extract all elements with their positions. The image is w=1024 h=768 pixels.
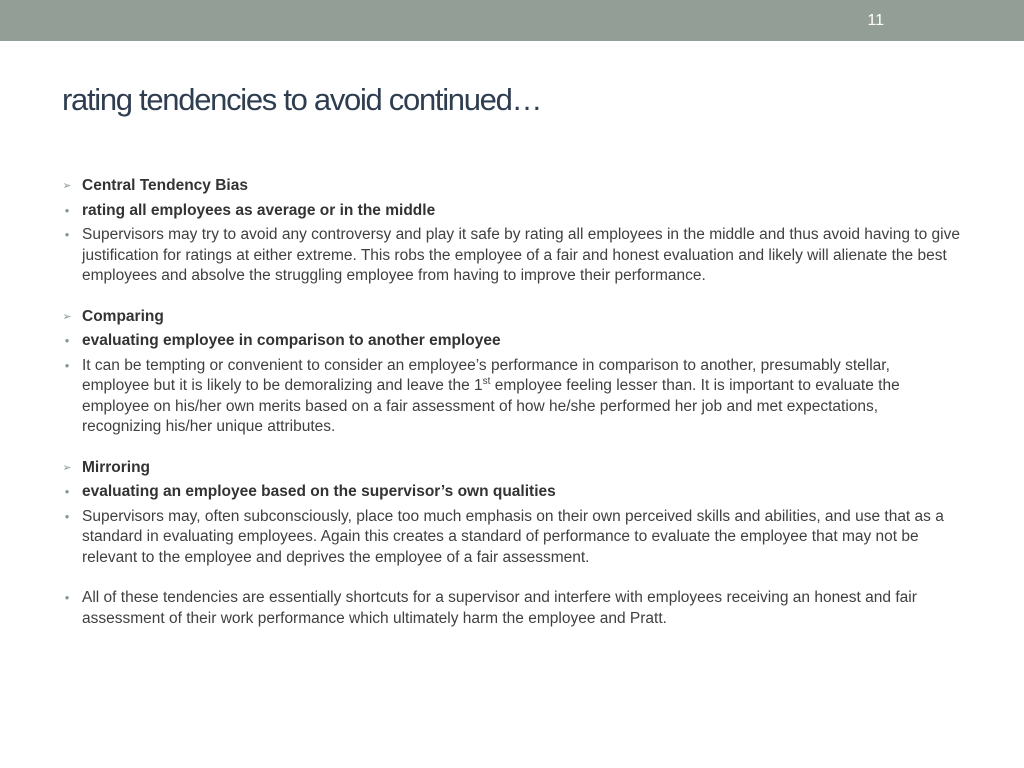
- bullet-icon: •: [64, 590, 70, 605]
- section-body: [60, 225, 960, 287]
- section-heading-text: Comparing: [82, 307, 164, 325]
- bullet-icon: •: [64, 508, 70, 524]
- section-subheading-text: rating all employees as average or in the middle: [82, 201, 436, 219]
- bullet-icon: •: [64, 333, 70, 348]
- section-body-text: [82, 356, 960, 438]
- header-bar: [0, 0, 1024, 41]
- bullet-icon: •: [64, 227, 70, 242]
- bullet-icon: •: [64, 484, 70, 499]
- section-subheading-text: evaluating an employee based on the supervisor’s own qualities: [82, 483, 556, 500]
- section-body: [60, 356, 960, 438]
- conclusion-text: All of these tendencies are essentially shortcuts for a supervisor and interfere with employees receiving an honest and fair assessment of their work performance which ultimately harm the employee and Pratt.: [82, 589, 917, 627]
- section-subheading-text: evaluating employee in comparison to another employee: [82, 332, 501, 349]
- body-text-part: It can be tempting or convenient to consider an employee’s performance in comparison to another, presumably stellar, employee but it is likely to be demoralizing and leave the 1: [82, 356, 890, 394]
- arrow-bullet-icon: ➢: [62, 461, 72, 474]
- section-heading-central-tendency: [60, 176, 960, 197]
- section-subheading: [60, 482, 960, 503]
- section-subheading: [60, 201, 960, 222]
- arrow-bullet-icon: ➢: [62, 180, 72, 192]
- section-subheading: [60, 331, 960, 352]
- section-heading-text: Central Tendency Bias: [82, 177, 248, 194]
- bullet-icon: •: [64, 357, 70, 373]
- body-text-part: employee feeling lesser than. It is important to evaluate the employee on his/her own merits based on a fair assessment of how he/she performed her job and met expectations, recognizing his/her unique attributes.: [82, 377, 900, 435]
- section-heading-comparing: [60, 307, 960, 328]
- section-body-text: Supervisors may, often subconsciously, place too much emphasis on their own perceived skills and abilities, and use that as a standard in evaluating employees. Again this creates a standard of performance to evaluate the employee that may not be relevant to the employee and deprives the employee of a fair assessment.: [82, 507, 944, 566]
- section-body: [60, 507, 960, 569]
- conclusion: [60, 588, 960, 629]
- arrow-bullet-icon: ➢: [62, 310, 72, 323]
- ordinal-superscript: st: [482, 375, 491, 387]
- slide-number: 11: [867, 12, 884, 29]
- slide-content: [60, 176, 960, 629]
- section-heading-text: Mirroring: [82, 458, 151, 476]
- section-heading-mirroring: [60, 458, 960, 479]
- section-body-text: Supervisors may try to avoid any controversy and play it safe by rating all employees in the middle and thus avoid having to give justification for ratings at either extreme. This robs the employee of a fair and honest evaluation and likely will alienate the best employees and absolve the struggling employee from having to improve their performance.: [82, 226, 960, 284]
- bullet-icon: •: [64, 202, 70, 218]
- slide-title: rating tendencies to avoid continued…: [62, 82, 542, 117]
